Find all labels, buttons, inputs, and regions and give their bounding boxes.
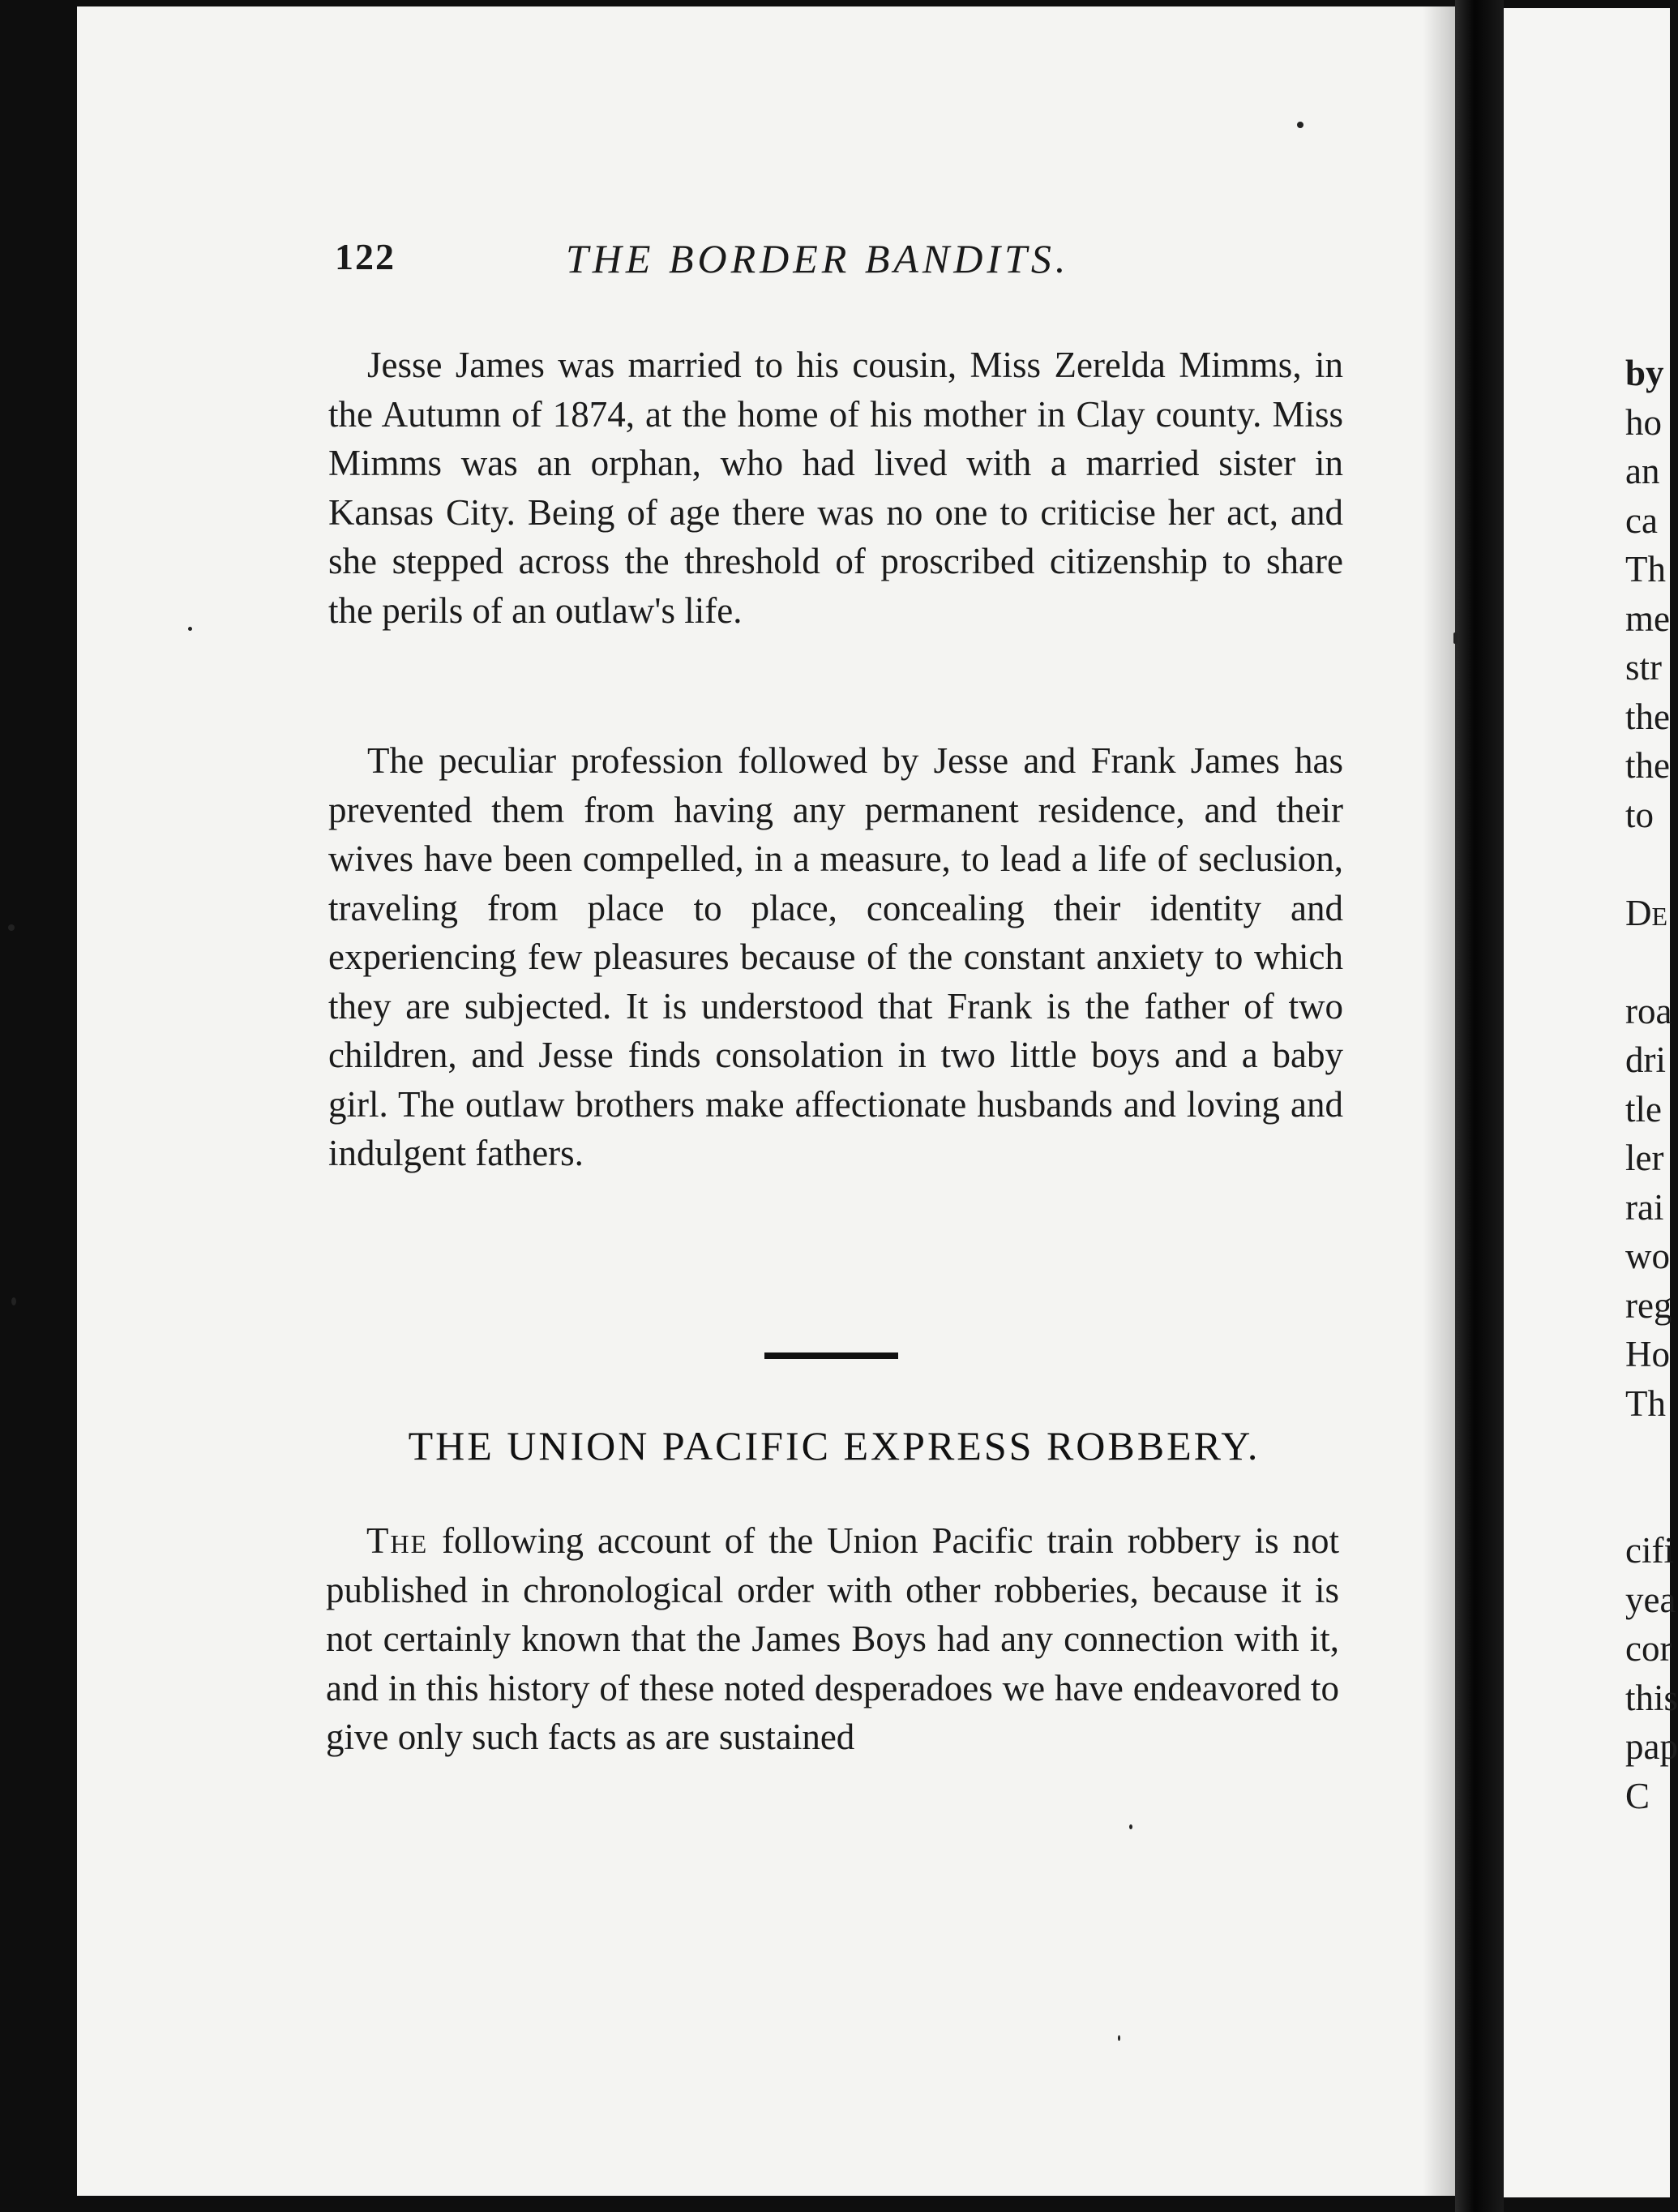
page-number: 122 [335,236,396,277]
right-line: C [1625,1775,1650,1816]
paragraph-text: Jesse James was married to his cousin, Miss Zerelda Mimms, in the Autumn of 1874, at the home of his mother in Clay county. Miss Mimms was an orphan, who had lived with a married sister in Kansas City. Being of age there was no one to criticise her act, and she stepped across the threshold of proscribed citizenship to share the perils of an outlaw's life. [328,345,1343,631]
right-line: this [1625,1677,1678,1718]
right-page-text [1625,349,1678,1820]
right-line [1625,839,1678,889]
paragraph-union-pacific [326,1516,1339,1762]
right-line: wo [1625,1236,1670,1276]
right-line: De [1625,892,1668,933]
paragraph-body: following account of the Union Pacific train robbery is not published in chronological order with other robberies, because it is not certainly known that the James Boys had any connection with it, and in this history of these noted desperadoes we have endeavored to give only such facts as are sustained [326,1520,1339,1757]
right-line: cor [1625,1628,1672,1669]
right-line: ca [1625,499,1658,541]
right-line: to [1625,794,1654,835]
scan-speck [11,1297,16,1305]
running-title: THE BORDER BANDITS. [566,236,1070,281]
right-line: the [1625,696,1670,737]
paragraph-text [326,1516,1339,1762]
right-line: reg [1625,1284,1672,1326]
right-line: roa [1625,990,1672,1031]
right-line: an [1625,451,1660,491]
paragraph-marriage [328,341,1343,635]
scan-speck [188,627,192,631]
book-gutter [1455,0,1504,2212]
right-line [1625,937,1678,987]
scan-speck [1297,122,1303,128]
section-divider [764,1352,898,1359]
scan-speck [1129,1824,1132,1829]
right-line: by [1625,353,1664,393]
right-line [1625,1428,1678,1477]
right-line: ho [1625,401,1662,443]
right-line: pap [1625,1726,1678,1767]
right-line: dri [1625,1040,1666,1080]
right-line: ler [1625,1138,1664,1178]
scan-speck [8,924,15,931]
right-page [1504,8,1678,2197]
right-line: the [1625,745,1670,786]
drop-lead-word: The [366,1520,429,1561]
scan-speck [1453,632,1458,644]
right-line [1625,1477,1678,1527]
right-line: Th [1625,549,1666,589]
section-heading: THE UNION PACIFIC EXPRESS ROBBERY. [408,1423,1261,1468]
right-line: Th [1625,1382,1666,1424]
right-line: Ho [1625,1334,1670,1374]
right-line: me [1625,598,1670,639]
right-line: rai [1625,1186,1664,1228]
scan-speck [1118,2035,1120,2041]
paragraph-family [328,736,1343,1178]
paragraph-text: The peculiar profession followed by Jesse and Frank James has prevented them from having any permanent residence, and their wives have been compelled, in a measure, to lead a life of seclusion, traveling from place to place, concealing their identity and experiencing few pleasures because of the constant anxiety to which they are subjected. It is understood that Frank is the father of two children, and Jesse finds consolation in two little boys and a baby girl. The outlaw brothers make affectionate husbands and loving and indulgent fathers. [328,740,1343,1173]
running-head [335,235,1194,300]
right-line: tle [1625,1088,1662,1130]
right-line: yea [1625,1579,1676,1620]
right-line: cifi [1625,1530,1674,1571]
right-line: str [1625,647,1662,688]
